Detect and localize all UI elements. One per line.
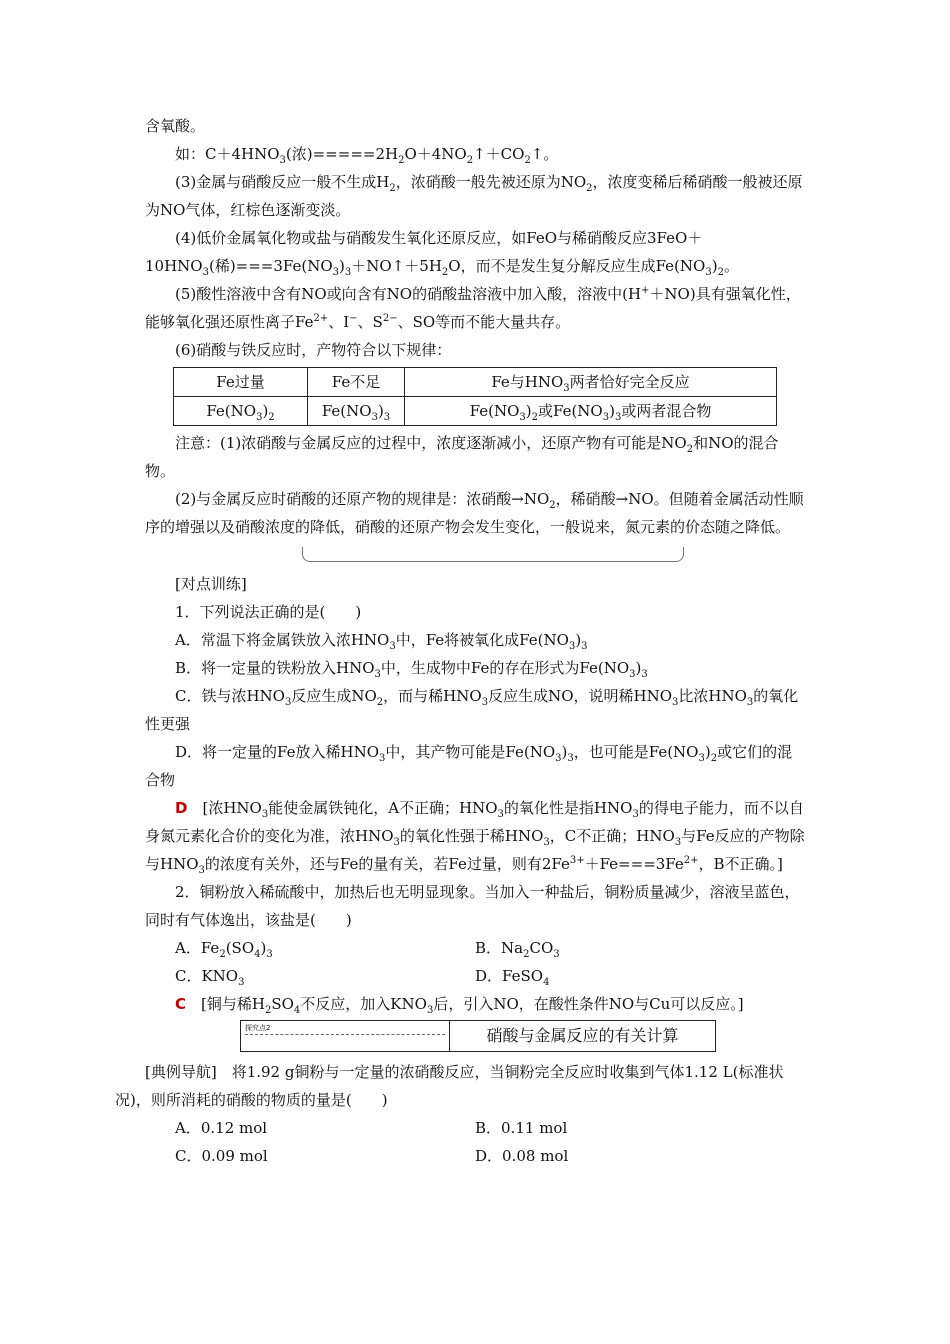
topic-tag: 探究点2 bbox=[241, 1021, 450, 1051]
option-b: B．$Na_2CO_3$ bbox=[475, 939, 560, 960]
option-a: A．常温下将金属铁放入浓$HNO_3$中，Fe将被氧化成$Fe(NO_3)_3$ bbox=[175, 631, 588, 652]
equation-line: 如：$C+4HNO_3$(浓)$=====2H_2O+4NO_2↑+CO_2↑$。 bbox=[175, 145, 559, 166]
option-c: C．铁与浓$HNO_3$反应生成$NO_2$，而与稀$HNO_3$反应生成NO，说明稀$HNO_3$比浓$HNO_3$的氧化性更强 bbox=[145, 687, 799, 733]
question-2: 2．铜粉放入稀硫酸中，加热后也无明显现象。当加入一种盐后，铜粉质量减少，溶液呈蓝色，同时有气体逸出，该盐是( ) bbox=[145, 883, 800, 929]
text-line: 含氧酸。 bbox=[145, 117, 206, 135]
section-divider bbox=[302, 547, 684, 562]
option-b: B．将一定量的铁粉放入$HNO_3$中，生成物中Fe的存在形式为$Fe(NO_3)_3$ bbox=[175, 659, 648, 680]
answer-explanation-1: D [浓$HNO_3$能使金属铁钝化，A不正确；$HNO_3$的氧化性是指$HNO_3$的得电子能力，而不以自身氮元素化合价的变化为准，浓$HNO_3$的氧化性强于稀$HNO_3$，C不正确；$HNO_3$与Fe反应的产物除与$HNO_3$的浓度有关外，还与Fe的量有关，若Fe过量，则有$2Fe^{3+}+Fe===3Fe^{2+}$，B不正确。] bbox=[145, 799, 805, 876]
example-question: [典例导航] 将1.92 g铜粉与一定量的浓硝酸反应，当铜粉完全反应时收集到气体1.12 L(标准状况)，则所消耗的硝酸的物质的量是( ) bbox=[115, 1063, 784, 1109]
answer-label: C bbox=[175, 995, 187, 1013]
table-cell: $Fe(NO_3)_2$ bbox=[174, 397, 308, 426]
note-1: 注意：(1)浓硝酸与金属反应的过程中，浓度逐渐减小，还原产物有可能是$NO_2$和NO的混合物。 bbox=[145, 434, 779, 480]
table-cell: Fe不足 bbox=[308, 368, 405, 397]
practice-header: [对点训练] bbox=[175, 575, 247, 593]
table-cell: $Fe(NO_3)_3$ bbox=[308, 397, 405, 426]
paragraph-4: (4)低价金属氧化物或盐与硝酸发生氧化还原反应，如FeO与稀硝酸反应$3FeO+10HNO_3$(稀)$===3Fe(NO_3)_3+NO↑+5H_2O$，而不是发生复分解反应生成$Fe(NO_3)_2$。 bbox=[145, 229, 739, 278]
option-d: D．FeSO$_4$ bbox=[475, 967, 550, 988]
option-c: C．0.09 mol bbox=[175, 1147, 268, 1165]
document-page bbox=[115, 112, 805, 1170]
question-1: 1．下列说法正确的是( ) bbox=[175, 603, 362, 621]
option-d: D．0.08 mol bbox=[475, 1147, 569, 1165]
paragraph-3: (3)金属与硝酸反应一般不生成$H_2$，浓硝酸一般先被还原为$NO_2$，浓度变稀后稀硝酸一般被还原为NO气体，红棕色逐渐变淡。 bbox=[145, 173, 803, 219]
option-b: B．0.11 mol bbox=[475, 1119, 568, 1137]
table-row bbox=[174, 368, 777, 397]
iron-nitric-table bbox=[173, 367, 777, 426]
answer-explanation-2: C [铜与稀$H_2SO_4$不反应，加入$KNO_3$后，引入NO，在酸性条件NO与Cu可以反应。] bbox=[175, 995, 744, 1016]
table-cell: Fe与$HNO_3$两者恰好完全反应 bbox=[405, 368, 777, 397]
option-a: A．$Fe_2(SO_4)_3$ bbox=[175, 939, 273, 960]
options-row bbox=[145, 1114, 805, 1142]
options-row bbox=[145, 934, 805, 962]
option-d: D．将一定量的Fe放入稀$HNO_3$中，其产物可能是$Fe(NO_3)_3$，也可能是$Fe(NO_3)_2$或它们的混合物 bbox=[145, 743, 793, 789]
paragraph-5: (5)酸性溶液中含有NO或向含有NO的硝酸盐溶液中加入酸，溶液中(H+＋NO)具有强氧化性，能够氧化强还原性离子$Fe^{2+}$、I−、$S^{2-}$、SO等而不能大量共存。 bbox=[145, 285, 801, 331]
option-a: A．0.12 mol bbox=[175, 1119, 268, 1137]
option-c: C．$KNO_3$ bbox=[175, 967, 245, 988]
table-cell: $Fe(NO_3)_2$或$Fe(NO_3)_3$或两者混合物 bbox=[405, 397, 777, 426]
topic-title: 硝酸与金属反应的有关计算 bbox=[486, 1026, 679, 1045]
table-cell: Fe过量 bbox=[174, 368, 308, 397]
answer-label: D bbox=[175, 799, 188, 817]
topic-banner bbox=[240, 1020, 716, 1052]
table-row bbox=[174, 397, 777, 426]
options-row bbox=[145, 962, 805, 990]
note-2: (2)与金属反应时硝酸的还原产物的规律是：浓硝酸$\to NO_2$，稀硝酸→NO。但随着金属活动性顺序的增强以及硝酸浓度的降低，硝酸的还原产物会发生变化，一般说来，氮元素的价态随之降低。 bbox=[145, 490, 804, 536]
paragraph-6: (6)硝酸与铁反应时，产物符合以下规律： bbox=[175, 341, 452, 359]
options-row bbox=[145, 1142, 805, 1170]
